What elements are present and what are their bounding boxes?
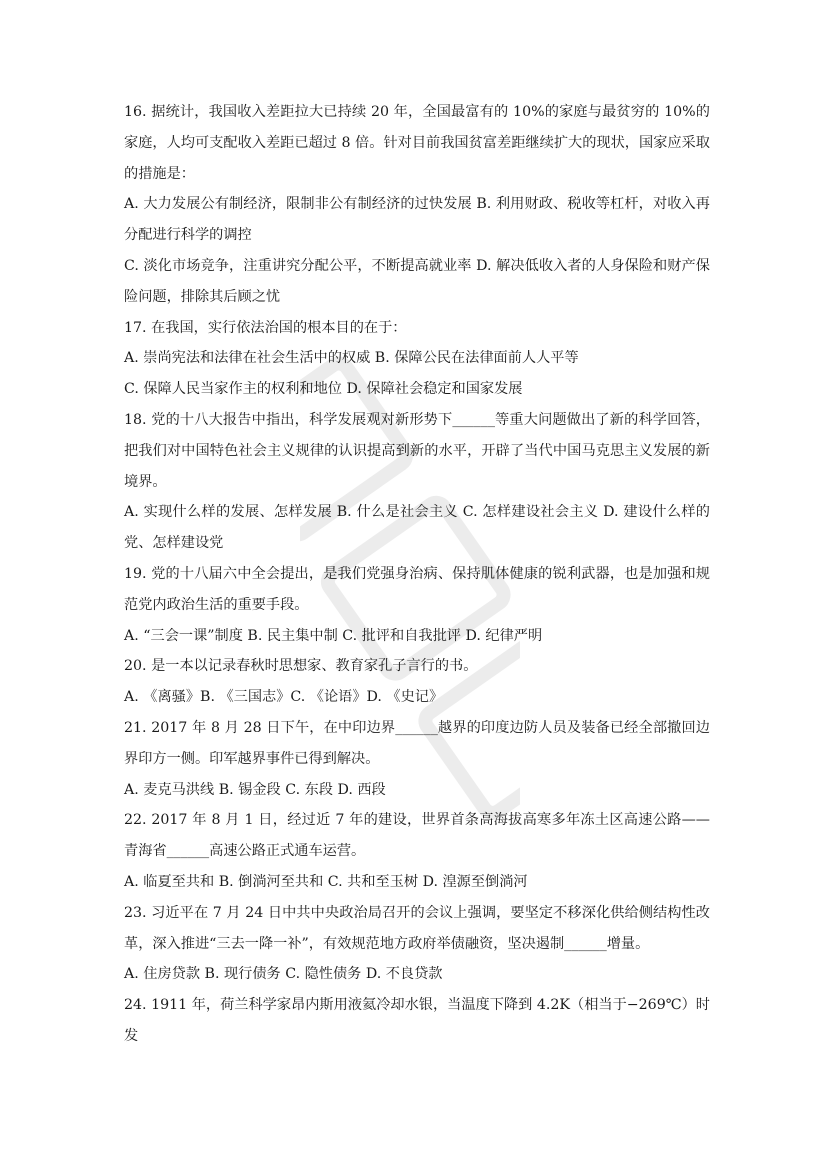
q16-stem: 16. 据统计，我国收入差距拉大已持续 20 年，全国最富有的 10%的家庭与最贫穷的 10%的家庭，人均可支配收入差距已超过 8 倍。针对目前我国贫富差距继续扩大的现状，国家应采取的措施是： (124, 104, 710, 182)
q21-stem: 21. 2017 年 8 月 28 日下午，在中印边界______越界的印度边防人员及装备已经全部撤回边界印方一侧。印军越界事件已得到解决。 (124, 719, 710, 767)
q18-options: A. 实现什么样的发展、怎样发展 B. 什么是社会主义 C. 怎样建设社会主义 D. 建设什么样的党、怎样建设党 (124, 504, 710, 552)
q22-options: A. 临夏至共和 B. 倒淌河至共和 C. 共和至玉树 D. 湟源至倒淌河 (124, 873, 528, 890)
q16-options-cd: C. 淡化市场竞争，注重讲究分配公平，不断提高就业率 D. 解决低收入者的人身保险和财产保险问题，排除其后顾之忧 (124, 257, 710, 305)
q17-stem: 17. 在我国，实行依法治国的根本目的在于： (124, 319, 407, 336)
q19-options: A. “三会一课”制度 B. 民主集中制 C. 批评和自我批评 D. 纪律严明 (124, 627, 543, 644)
q20-stem: 20. 是一本以记录春秋时思想家、教育家孔子言行的书。 (124, 658, 478, 675)
q23-options: A. 住房贷款 B. 现行债务 C. 隐性债务 D. 不良贷款 (124, 966, 443, 983)
q21-options: A. 麦克马洪线 B. 锡金段 C. 东段 D. 西段 (124, 781, 386, 798)
q20-options: A. 《离骚》B. 《三国志》C. 《论语》D. 《史记》 (124, 689, 444, 706)
q24-stem: 24. 1911 年，荷兰科学家昂内斯用液氦冷却水银，当温度下降到 4.2K（相当于−269℃）时发 (124, 997, 710, 1044)
q16-options-ab: A. 大力发展公有制经济，限制非公有制经济的过快发展 B. 利用财政、税收等杠杆，对收入再分配进行科学的调控 (124, 196, 710, 244)
question-text-block (124, 97, 710, 1052)
q17-options-ab: A. 崇尚宪法和法律在社会生活中的权威 B. 保障公民在法律面前人人平等 (124, 350, 579, 367)
q22-stem: 22. 2017 年 8 月 1 日，经过近 7 年的建设，世界首条高海拔高寒多年冻土区高速公路——青海省______高速公路正式通车运营。 (124, 812, 710, 860)
q19-stem: 19. 党的十八届六中全会提出，是我们党强身治病、保持肌体健康的锐利武器，也是加强和规范党内政治生活的重要手段。 (124, 565, 710, 613)
q23-stem: 23. 习近平在 7 月 24 日中共中央政治局召开的会议上强调，要坚定不移深化供给侧结构性改革，深入推进“三去一降一补”，有效规范地方政府举债融资，坚决遏制______增量。 (124, 904, 710, 952)
q17-options-cd: C. 保障人民当家作主的权利和地位 D. 保障社会稳定和国家发展 (124, 381, 523, 398)
q18-stem: 18. 党的十八大报告中指出，科学发展观对新形势下______等重大问题做出了新的科学回答，把我们对中国特色社会主义规律的认识提高到新的水平，开辟了当代中国马克思主义发展的新境界。 (124, 411, 710, 490)
